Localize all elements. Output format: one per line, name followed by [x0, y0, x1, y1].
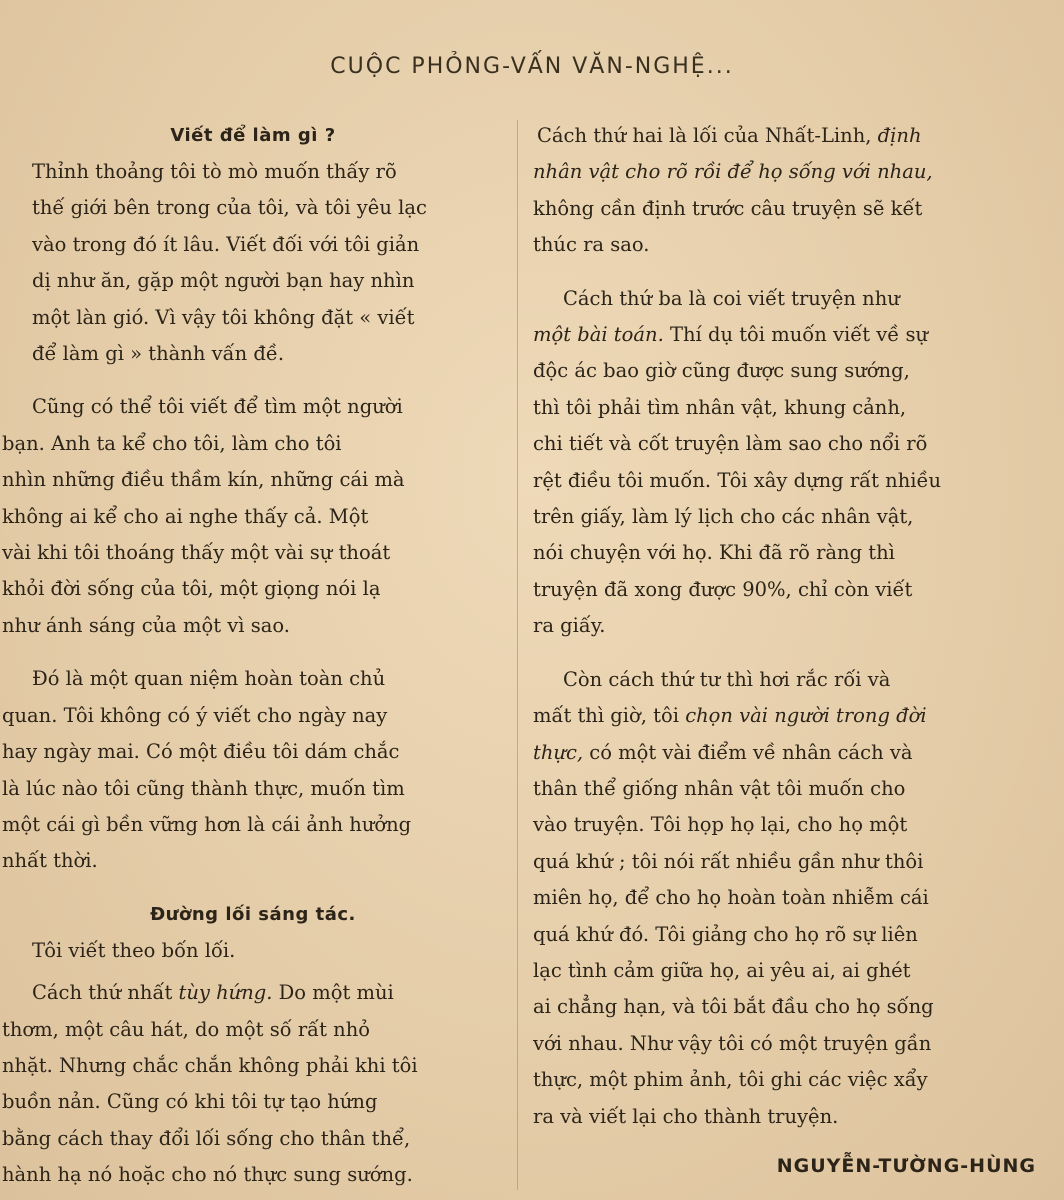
emphasis-text: thực,: [533, 740, 584, 764]
right-column: [533, 118, 1041, 1135]
text-line: lạc tình cảm giữa họ, ai yêu ai, ai ghét: [533, 958, 911, 982]
section-heading-why-write: Viết để làm gì ?: [170, 125, 336, 146]
text-line: không ai kể cho ai nghe thấy cả. Một: [2, 504, 369, 528]
text-line: thân thể giống nhân vật tôi muốn cho: [533, 776, 906, 800]
text-line: Còn cách thứ tư thì hơi rắc rối và: [563, 667, 891, 691]
text-line: thúc ra sao.: [533, 233, 650, 257]
text-line: khỏi đời sống của tôi, một giọng nói lạ: [2, 577, 381, 601]
text-line: dị như ăn, gặp một người bạn hay nhìn: [32, 269, 415, 293]
text-run: Thí dụ tôi muốn viết về sự: [663, 323, 929, 347]
text-line: thế giới bên trong của tôi, và tôi yêu lạc: [32, 196, 427, 220]
text-line: chi tiết và cốt truyện làm sao cho nổi rõ: [533, 432, 928, 456]
text-line: Cách thứ ba là coi viết truyện như: [563, 286, 900, 310]
emphasis-text: chọn vài người trong đời: [685, 704, 927, 728]
text-line: nói chuyện với họ. Khi đã rõ ràng thì: [533, 541, 895, 565]
text-line: bạn. Anh ta kể cho tôi, làm cho tôi: [2, 431, 342, 455]
text-line: quan. Tôi không có ý viết cho ngày nay: [2, 703, 388, 727]
text-line: vài khi tôi thoáng thấy một vài sự thoát: [2, 541, 391, 565]
text-line: bằng cách thay đổi lối sống cho thân thể,: [2, 1126, 411, 1150]
text-run: có một vài điểm về nhân cách và: [583, 740, 913, 764]
text-line: rệt điều tôi muốn. Tôi xây dựng rất nhiều: [533, 468, 942, 492]
text-line: Tôi viết theo bốn lối.: [32, 938, 236, 962]
text-line: thực, một phim ảnh, tôi ghi các việc xẩy: [533, 1068, 928, 1092]
text-line: [533, 154, 1041, 190]
paragraph-3: [2, 661, 504, 879]
text-line: [533, 317, 1041, 353]
paragraph-5: [2, 975, 504, 1193]
text-line: trên giấy, làm lý lịch cho các nhân vật,: [533, 505, 914, 529]
text-run: mất thì giờ, tôi: [533, 704, 686, 728]
text-line: ai chẳng hạn, và tôi bắt đầu cho họ sống: [533, 995, 934, 1019]
text-line: ra và viết lại cho thành truyện.: [533, 1104, 839, 1128]
paragraph-2: [2, 389, 504, 644]
text-line: nhìn những điều thầm kín, những cái mà: [2, 468, 405, 492]
left-column: [2, 118, 504, 1194]
text-line: [533, 735, 1041, 771]
text-line: quá khứ ; tôi nói rất nhiều gần như thôi: [533, 849, 924, 873]
text-line: độc ác bao giờ cũng được sung sướng,: [533, 359, 910, 383]
text-line: miên họ, để cho họ hoàn toàn nhiễm cái: [533, 886, 929, 910]
text-line: để làm gì » thành vấn đề.: [32, 342, 285, 366]
text-run: Cách thứ hai là lối của Nhất-Linh,: [537, 124, 878, 147]
text-line: quá khứ đó. Tôi giảng cho họ rõ sự liên: [533, 922, 918, 946]
page-header: CUỘC PHỎNG-VẤN VĂN-NGHỆ...: [330, 54, 734, 79]
emphasis-text: định: [877, 124, 922, 147]
text-line: ra giấy.: [533, 614, 606, 638]
text-line: Thỉnh thoảng tôi tò mò muốn thấy rõ: [32, 160, 397, 183]
section-heading-writing-method: Đường lối sáng tác.: [150, 903, 356, 925]
text-line: hay ngày mai. Có một điều tôi dám chắc: [2, 740, 400, 764]
text-line: một làn gió. Vì vậy tôi không đặt « viết: [32, 305, 415, 329]
paragraph-1: [2, 154, 504, 372]
text-line: nhặt. Nhưng chắc chắn không phải khi tôi: [2, 1053, 418, 1077]
text-line: là lúc nào tôi cũng thành thực, muốn tìm: [2, 776, 405, 800]
paragraph-4: [2, 933, 504, 969]
text-line: thơm, một câu hát, do một số rất nhỏ: [2, 1017, 370, 1041]
text-line: truyện đã xong được 90%, chỉ còn viết: [533, 577, 913, 601]
text-run: Do một mùi: [272, 981, 394, 1005]
text-line: như ánh sáng của một vì sao.: [2, 613, 290, 637]
emphasis-text: tùy hứng.: [178, 981, 273, 1005]
text-line: nhất thời.: [2, 849, 98, 873]
text-line: buồn nản. Cũng có khi tôi tự tạo hứng: [2, 1090, 378, 1114]
text-line: với nhau. Như vậy tôi có một truyện gần: [533, 1031, 932, 1055]
text-line: không cần định trước câu truyện sẽ kết: [533, 196, 923, 220]
text-line: vào trong đó ít lâu. Viết đối với tôi giản: [32, 232, 420, 256]
text-line: một cái gì bền vững hơn là cái ảnh hưởng: [2, 812, 412, 836]
text-run: Cách thứ nhất: [32, 981, 179, 1005]
paragraph-7: [533, 281, 1041, 645]
text-line: thì tôi phải tìm nhân vật, khung cảnh,: [533, 395, 907, 419]
emphasis-text: nhân vật cho rõ rồi để họ sống với nhau,: [533, 160, 933, 184]
column-divider: [517, 120, 518, 1190]
text-line: hành hạ nó hoặc cho nó thực sung sướng.: [2, 1163, 413, 1187]
text-line: [533, 118, 1041, 154]
text-line: [533, 698, 1041, 734]
author-signature: NGUYỄN-TƯỜNG-HÙNG: [776, 1155, 1036, 1177]
emphasis-text: một bài toán.: [533, 323, 664, 347]
text-line: [2, 975, 504, 1011]
text-line: Đó là một quan niệm hoàn toàn chủ: [32, 667, 386, 691]
paragraph-6: [533, 118, 1041, 264]
paragraph-8: [533, 662, 1041, 1135]
text-line: vào truyện. Tôi họp họ lại, cho họ một: [533, 813, 908, 837]
text-line: Cũng có thể tôi viết để tìm một người: [32, 395, 403, 419]
